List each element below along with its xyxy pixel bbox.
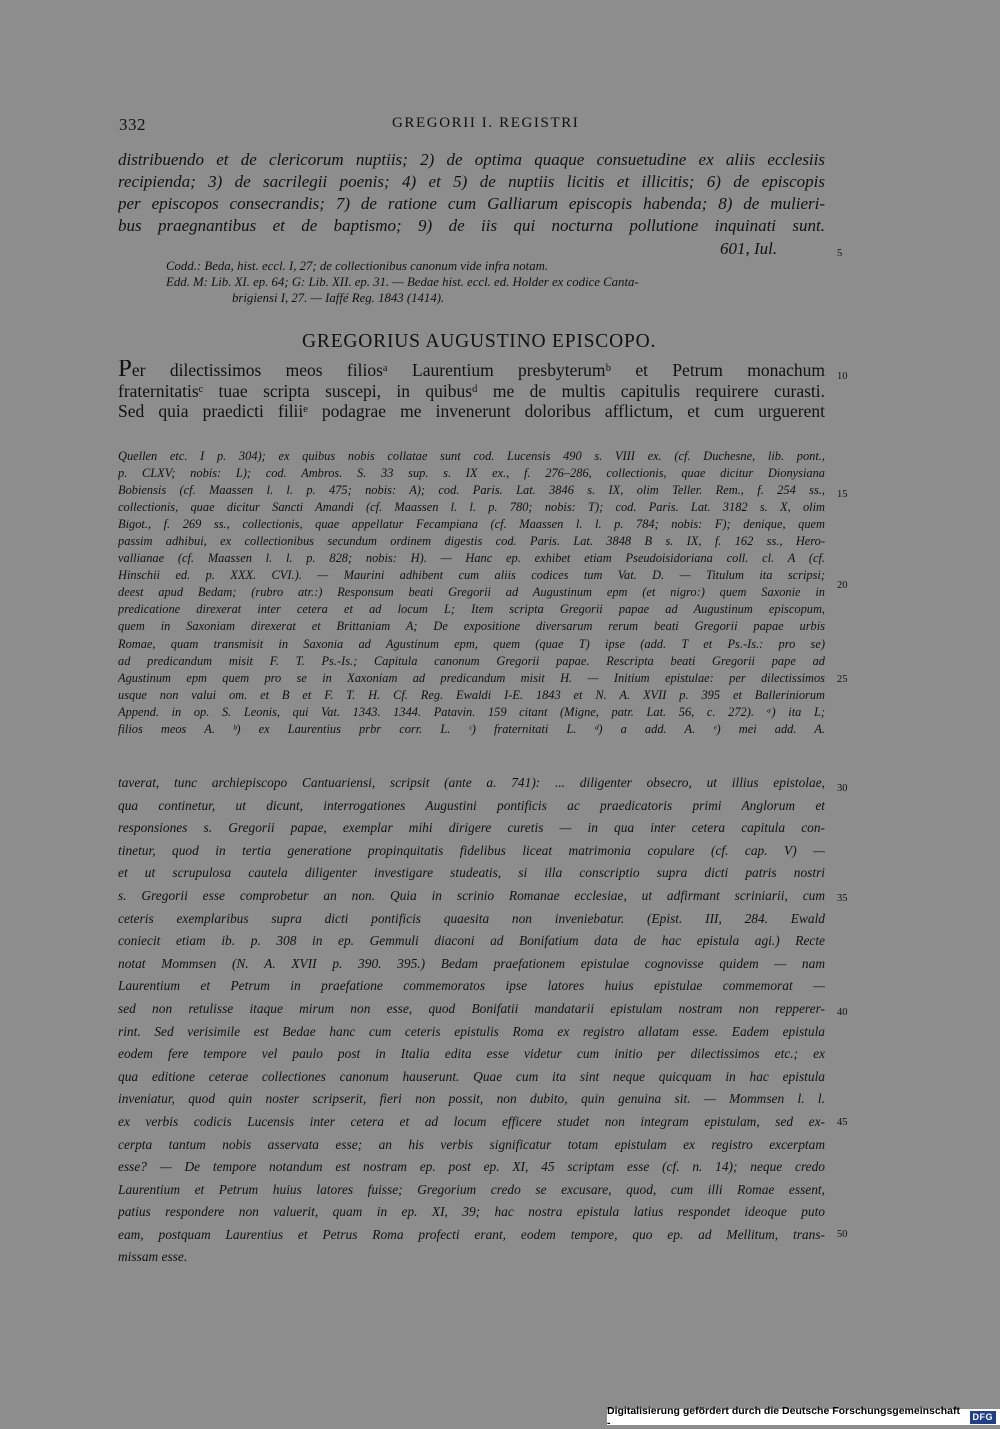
note-line: predicatione direxerat inter cetera et ad locum L; Item scripta Gregorii papae ad Augustinum episcopum, <box>118 602 825 617</box>
note-line: Append. in op. S. Leonis, qui Vat. 1343. 1344. Patavin. 159 citant (Migne, patr. Lat. 56, c. 272). ᵃ) ita L; <box>118 704 825 719</box>
margin-line-number: 35 <box>837 893 848 904</box>
letter-line <box>118 360 825 381</box>
codices-line: Codd.: Beda, hist. eccl. I, 27; de collectionibus canonum vide infra notam. <box>166 259 549 273</box>
sources-apparatus <box>166 258 826 306</box>
letter-line-text: er dilectissimos meos filiosᵃ Laurentium presbyterumᵇ et Petrum monachum <box>131 360 825 380</box>
note-line: filios meos A. ᵇ) ex Laurentius prbr corr. L. ᶜ) fraternitati L. ᵈ) a add. A. ᵉ) mei add. A. <box>118 721 825 736</box>
note-line: Agustinum epm quem pro se in Xaxoniam ad predicandum misit H. — Initium epistulae: per dilectissimos <box>118 670 825 685</box>
note-line: ad predicandum misit F. T. Ps.-Is.; Capitula canonum Gregorii papae. Rescripta beati Gregorii pape ad <box>118 653 825 668</box>
note-line: deest apud Bedam; (rubro atr.:) Responsum beati Gregorii ad Augustinum epm (et nigro:) quem Saxonie in <box>118 585 825 600</box>
letter-summary <box>118 149 825 237</box>
running-head: GREGORII I. REGISTRI <box>392 115 580 131</box>
editions-line: brigiensi I, 27. — Iaffé Reg. 1843 (1414). <box>232 291 445 305</box>
margin-line-number: 30 <box>837 783 848 794</box>
commentary-line: qua editione ceterae collectiones canonum hauserunt. Quae cum ita sint neque quicquam in hac epistula <box>118 1068 825 1084</box>
note-line: quem in Saxoniam direxerat et Brittaniam A; De expositione diversarum rerum beati Gregorii papae urbis <box>118 619 825 634</box>
commentary-line: responsiones s. Gregorii papae, exemplar mihi dirigere curetis — in qua inter cetera capitula con- <box>118 820 825 836</box>
commentary-line: tinetur, quod in tertia generatione propinquitatis fidelibus liceat matrimonia copulare (cf. cap. V) — <box>118 842 825 858</box>
margin-line-number: 10 <box>837 371 848 382</box>
letter-body <box>118 360 825 422</box>
margin-line-number: 5 <box>837 248 843 259</box>
margin-line-number: 25 <box>837 674 848 685</box>
summary-line: recipienda; 3) de sacrilegii poenis; 4) et 5) de nuptiis licitis et illicitis; 6) de episcopis <box>118 172 825 191</box>
commentary-line: esse? — De tempore notandum est nostram ep. post ep. XI, 45 scriptam esse (cf. n. 14); neque credo <box>118 1159 825 1175</box>
commentary-line: inveniatur, quod quin noster scripserit, fieri non possit, non dubito, quin genuina sit. — Mommsen l. l. <box>118 1091 825 1107</box>
commentary-line: eam, postquam Laurentius et Petrus Roma profecti erant, eodem tempore, quo ep. ad Mellitum, trans- <box>118 1226 825 1242</box>
dfg-logo: DFG <box>970 1411 997 1424</box>
summary-line: per episcopos consecrandis; 7) de ratione cum Galliarum episcopis habenda; 8) de mulieri- <box>118 194 825 213</box>
margin-line-number: 40 <box>837 1007 848 1018</box>
note-line: usque non valui om. et B et F. T. H. Cf. Reg. Ewaldi I-E. 1843 et N. A. XVII p. 395 et Balleriniorum <box>118 687 825 702</box>
margin-line-number: 15 <box>837 489 848 500</box>
margin-line-number: 20 <box>837 580 848 591</box>
initial-letter: P <box>118 360 132 381</box>
note-line: vallianae (cf. Maassen l. l. p. 828; nobis: H). — Hanc ep. exhibet etiam Pseudoisidoriana coll. cl. A (cf. <box>118 551 825 566</box>
commentary-line: patius respondere non valuerit, quam in ep. XI, 39; hac nostra epistula latius respondet ideoque puto <box>118 1204 825 1220</box>
summary-line: distribuendo et de clericorum nuptiis; 2) de optima quaque consuetudine ex aliis ecclesiis <box>118 150 825 169</box>
commentary-line: cerpta tantum nobis asservata esse; an his verbis significatur totam epistulam ex registro excerptam <box>118 1136 825 1152</box>
note-line: passim adhibui, ex collectionibus secundum ordinem digestis cod. Paris. Lat. 3848 B s. IX, f. 162 ss., Hero- <box>118 534 825 549</box>
commentary-line: ex verbis codicis Lucensis inter cetera et ad locum efficere studet non integram epistulam, sed ex- <box>118 1113 825 1129</box>
commentary-line: missam esse. <box>118 1249 188 1265</box>
letter-title: GREGORIUS AUGUSTINO EPISCOPO. <box>302 331 657 352</box>
commentary-line: notat Mommsen (N. A. XVII p. 390. 395.) Bedam praefationem epistulae cognovisse quidem — nam <box>118 955 825 971</box>
editions-line: Edd. M: Lib. XI. ep. 64; G: Lib. XII. ep. 31. — Bedae hist. eccl. ed. Holder ex codice Canta- <box>166 275 639 289</box>
commentary-line: et ut scrupulosa cautela diligenter investigare studeatis, si illa conscriptio supra dicti patris nostri <box>118 865 825 881</box>
commentary-line: Laurentium et Petrum in praefatione commemoratos ipse latores huius epistulae commemorat — <box>118 978 825 994</box>
note-line: Quellen etc. I p. 304); ex quibus nobis collatae sunt cod. Lucensis 490 s. VIII ex. (cf. Duchesne, lib. pont., <box>118 449 825 463</box>
page-number: 332 <box>119 115 146 134</box>
letter-line: Sed quia praedicti filiiᵉ podagrae me invenerunt doloribus afflictum, et cum urguerent <box>118 401 825 421</box>
letter-date: 601, Iul. <box>720 239 778 258</box>
commentary-line: qua continetur, ut dicunt, interrogationes Augustini pontificis ac praedicatoris primi Anglorum et <box>118 797 825 813</box>
summary-line: bus praegnantibus et de baptismo; 9) de iis qui nocturna pollutione inquinati sunt. <box>118 216 825 235</box>
critical-apparatus <box>118 448 825 738</box>
commentary-line: ceteris exemplaribus supra dicti pontificis quaesita non inveniebatur. (Epist. III, 284. Ewald <box>118 910 825 926</box>
funding-footer <box>607 1405 1000 1429</box>
commentary-line: Laurentium et Petrum huius latores fuisse; Gregorium credo se excusare, quod, cum illi Romae essent, <box>118 1181 825 1197</box>
note-line: Hinschii ed. p. XXX. CVI.). — Maurini adhibent cum aliis codices tum Vat. D. — Titulum ita scripsi; <box>118 568 825 583</box>
note-line: p. CLXV; nobis: L); cod. Ambros. S. 33 sup. s. IX ex., f. 276–286, collectionis, quae dicitur Dionysiana <box>118 466 825 481</box>
note-line: collectionis, quae dicitur Sancti Amandi (cf. Maassen l. l. p. 780; nobis: T); cod. Paris. Lat. 3182 s. X, olim <box>118 500 825 515</box>
note-line: Romae, quam transmisit in Saxonia ad Agustinum epm, quem (quae T) ipse (add. T et Ps.-Is.: pro se) <box>118 636 825 651</box>
commentary-line: taverat, tunc archiepiscopo Cantuariensi, scripsit (ante a. 741): ... diligenter obsecro, ut illius epistolae, <box>118 775 825 790</box>
commentary-line: eodem fere tempore vel paulo post in Italia edita esse videtur cum initio per dilectissimos etc.; ex <box>118 1046 825 1062</box>
note-line: Bigot., f. 269 ss., collectionis, quae appellatur Fecampiana (cf. Maassen l. l. p. 784; nobis: F); denique, quem <box>118 517 825 532</box>
margin-line-number: 50 <box>837 1229 848 1240</box>
commentary-line: s. Gregorii esse comprobetur an non. Quia in scrinio Romanae ecclesiae, ut adfirmant scriniarii, cum <box>118 887 825 903</box>
margin-line-number: 45 <box>837 1117 848 1128</box>
commentary-line: rint. Sed verisimile est Bedae hanc cum ceteris epistulis Roma ex registro allatam esse. Eadem epistula <box>118 1023 825 1039</box>
note-line: Bobiensis (cf. Maassen l. l. p. 475; nobis: A); cod. Paris. Lat. 3846 s. IX, olim Teller. Rem., f. 254 ss., <box>118 483 825 498</box>
commentary-line: sed non retulisse itaque mirum non esse, quod Bonifatii mandatarii epistulam nostram non repperer- <box>118 1000 825 1016</box>
commentary-line: coniecit etiam ib. p. 308 in ep. Gemmuli diaconi ad Bonifatium data de hac epistula agi.) Recte <box>118 933 825 949</box>
letter-line: fraternitatisᶜ tuae scripta suscepi, in quibusᵈ me de multis capitulis requirere curasti. <box>118 380 825 401</box>
footer-text: Digitalisierung gefördert durch die Deutsche Forschungsgemeinschaft - <box>607 1405 960 1429</box>
commentary-note <box>118 772 825 1269</box>
